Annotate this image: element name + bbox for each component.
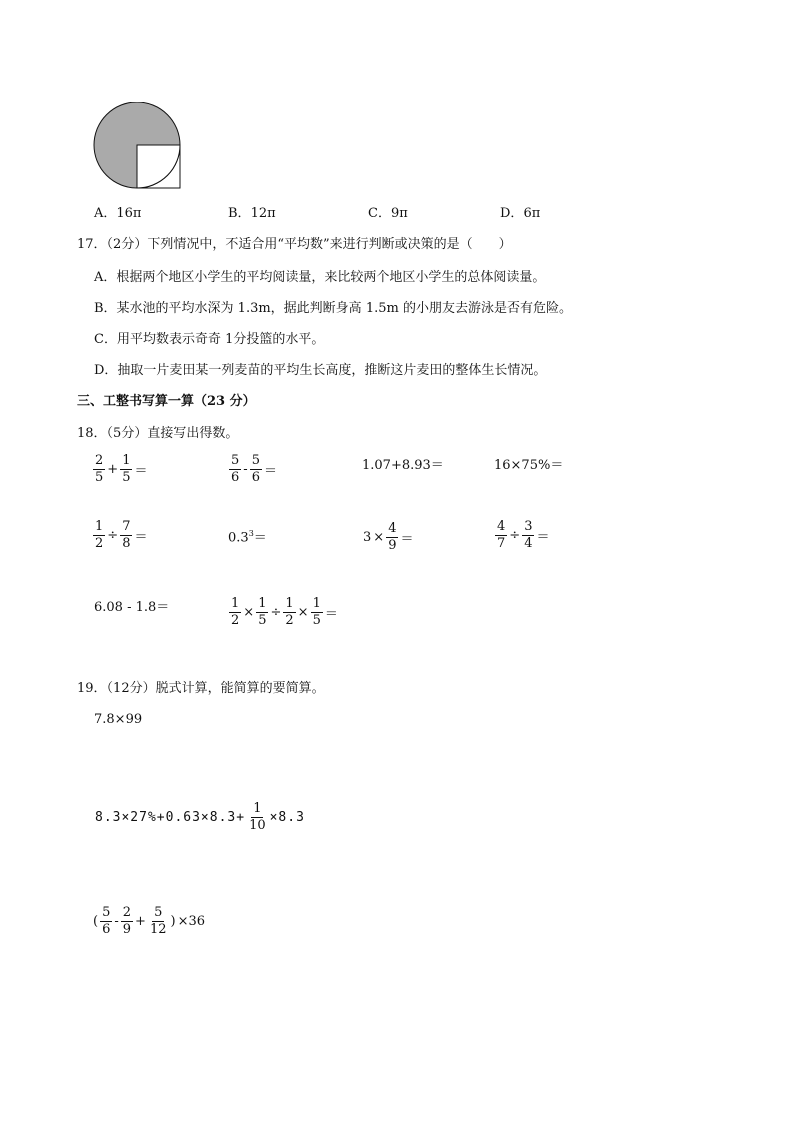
- fraction: $\frac{7}{8}$: [122, 519, 131, 551]
- fraction: $\frac{1}{5}$: [312, 596, 321, 628]
- fraction: $\frac{5}{12}$: [149, 905, 167, 937]
- q18-r2c2: $0.3^3=$: [228, 529, 267, 546]
- q17-option-b: B．某水池的平均水深为 1.3m，据此判断身高 1.5m 的小朋友去游泳是否有危险。: [94, 301, 572, 316]
- q17-option-d: D．抽取一片麦田某一列麦苗的平均生长高度，推断这片麦田的整体生长情况。: [94, 363, 547, 378]
- fraction: $\frac{1}{5}$: [122, 453, 131, 485]
- option-letter: D．: [500, 206, 524, 221]
- q18-r1c3: 1.07+8.93＝: [362, 458, 444, 473]
- q16-figure: [92, 102, 186, 194]
- fraction: $\frac{4}{9}$: [388, 521, 397, 553]
- q18-r1c2: $\frac{5}{6}$ - $\frac{5}{6}$ ＝: [231, 453, 277, 485]
- fraction: $\frac{1}{10}$: [249, 801, 266, 833]
- q19-expr-2: 8.3×27%+0.63×8.3+ $\frac{1}{10}$ ×8.3: [95, 801, 305, 833]
- section-title: 三、工整书写算一算（23 分）: [77, 394, 256, 409]
- fraction: $\frac{5}{6}$: [231, 453, 240, 485]
- q19-expr-1: 7.8×99: [94, 712, 143, 727]
- fraction: $\frac{4}{7}$: [497, 519, 506, 551]
- q18-r2c1: $\frac{1}{2}$ ÷ $\frac{7}{8}$ ＝: [95, 519, 148, 551]
- fraction: $\frac{3}{4}$: [524, 519, 533, 551]
- q16-option-a: [94, 206, 141, 222]
- q18-r3c1: 6.08 - 1.8＝: [94, 600, 170, 615]
- q18-r1c4: 16×75%＝: [494, 458, 564, 473]
- q16-option-c: [368, 206, 408, 222]
- q18-stem: 18．（5分）直接写出得数。: [77, 426, 239, 441]
- q18-r3c2: $\frac{1}{2}$ × $\frac{1}{5}$ ÷ $\frac{1}{2}$ × $\frac{1}{5}$ ＝: [231, 596, 338, 628]
- fraction: $\frac{2}{5}$: [95, 453, 104, 485]
- option-value: 12π: [250, 206, 276, 221]
- option-letter: A．: [94, 206, 117, 221]
- q18-r2c4: $\frac{4}{7}$ ÷ $\frac{3}{4}$ ＝: [497, 519, 550, 551]
- q19-expr-3: ( $\frac{5}{6}$ - $\frac{2}{9}$ + $\frac{5}{12}$ ) ×36: [93, 905, 206, 937]
- fraction: $\frac{2}{9}$: [122, 905, 132, 937]
- q18-r1c1: $\frac{2}{5}$ + $\frac{1}{5}$ ＝: [95, 453, 148, 485]
- fraction: $\frac{1}{2}$: [95, 519, 104, 551]
- fraction: $\frac{5}{6}$: [102, 905, 111, 937]
- q18-r2c3: 3 × $\frac{4}{9}$ ＝: [363, 521, 414, 553]
- q17-stem: 17．（2分）下列情况中，不适合用“平均数”来进行判断或决策的是（ ）: [77, 237, 512, 252]
- fraction: $\frac{1}{2}$: [231, 596, 240, 628]
- option-letter: B．: [228, 206, 251, 221]
- option-value: 16π: [116, 206, 142, 221]
- q17-option-a: A．根据两个地区小学生的平均阅读量，来比较两个地区小学生的总体阅读量。: [94, 270, 546, 285]
- fraction: $\frac{5}{6}$: [251, 453, 260, 485]
- option-value: 9π: [390, 206, 408, 221]
- q19-stem: 19．（12分）脱式计算，能简算的要简算。: [77, 681, 325, 696]
- q17-option-c: C．用平均数表示奇奇 1分投篮的水平。: [94, 332, 325, 347]
- option-value: 6π: [523, 206, 541, 221]
- q16-option-b: [228, 206, 276, 222]
- option-letter: C．: [368, 206, 391, 221]
- q16-option-d: [500, 206, 540, 222]
- fraction: $\frac{1}{2}$: [285, 596, 294, 628]
- fraction: $\frac{1}{5}$: [258, 596, 267, 628]
